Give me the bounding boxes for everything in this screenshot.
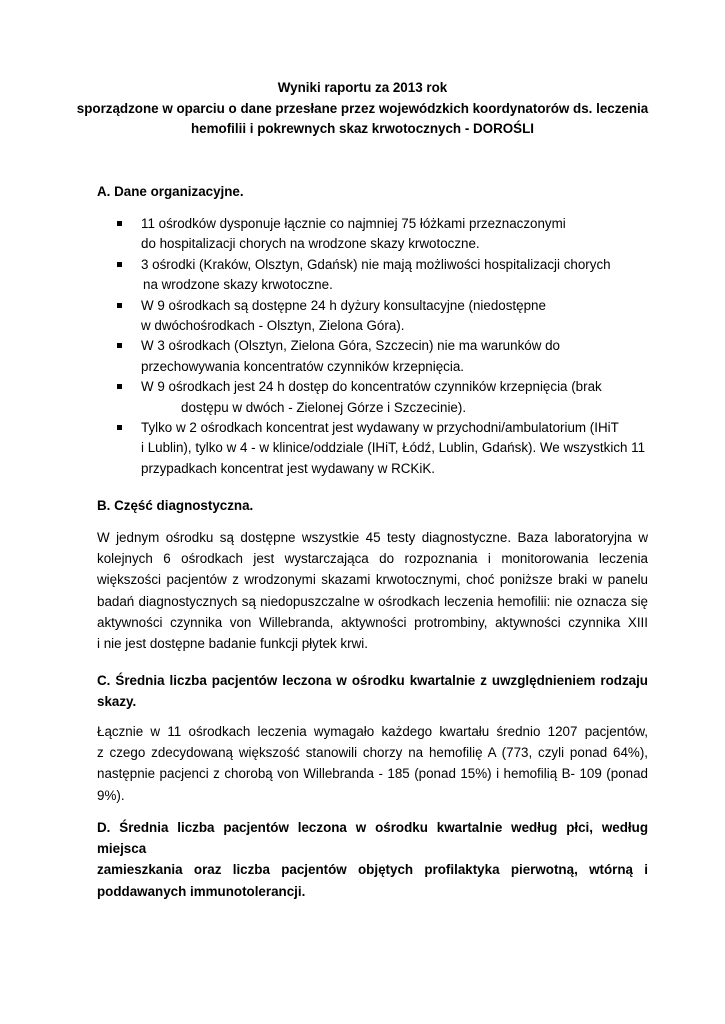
square-bullet-icon xyxy=(117,221,122,226)
section-a-bullet-list xyxy=(97,214,657,479)
bullet-line: na wrodzone skazy krwotoczne. xyxy=(143,277,333,293)
list-item xyxy=(97,377,657,418)
section-d-heading xyxy=(97,817,648,902)
bullet-line: przechowywania koncentratów czynników krzepnięcia. xyxy=(141,358,465,374)
bullet-line: przypadkach koncentrat jest wydawany w RCKiK. xyxy=(141,460,435,476)
square-bullet-icon xyxy=(117,262,122,267)
paragraph-line: następnie pacjenci z chorobą von Willebranda - 185 (ponad 15%) i hemofilią B- 109 (ponad xyxy=(97,766,648,782)
section-c-paragraph xyxy=(97,721,648,806)
paragraph-line: 9%). xyxy=(97,787,125,803)
paragraph-line: Łącznie w 11 ośrodkach leczenia wymagało każdego kwartału średnio 1207 pacjentów, xyxy=(97,724,648,739)
square-bullet-icon xyxy=(117,343,122,348)
paragraph-line: większości pacjentów z wrodzonymi skazami krwotocznymi, choć poniższe braki w panelu xyxy=(97,572,648,588)
heading-line: skazy. xyxy=(97,694,137,710)
list-item xyxy=(97,255,657,296)
heading-line: poddawanych immunotolerancji. xyxy=(97,883,306,899)
heading-line: zamieszkania oraz liczba pacjentów objętych profilaktyka pierwotną, wtórną i xyxy=(97,862,648,878)
bullet-line: 3 ośrodki (Kraków, Olsztyn, Gdańsk) nie mają możliwości hospitalizacji chorych xyxy=(141,256,611,272)
paragraph-line: badań diagnostycznych są niedopuszczalne w ośrodkach leczenia hemofilii: nie oznacza się xyxy=(97,593,648,609)
list-item xyxy=(97,214,657,255)
section-b-paragraph xyxy=(97,527,648,654)
bullet-line: dostępu w dwóch - Zielonej Górze i Szczecinie). xyxy=(181,399,467,415)
paragraph-line: kolejnych 6 ośrodkach jest wystarczająca do rozpoznania i monitorowania leczenia xyxy=(97,551,648,567)
section-a-heading: A. Dane organizacyjne. xyxy=(97,184,244,199)
paragraph-line: z czego zdecydowaną większość stanowili chorzy na hemofilię A (773, czyli ponad 64%), xyxy=(97,745,648,761)
title-line-1: Wyniki raportu za 2013 rok xyxy=(277,80,448,95)
bullet-line: W 9 ośrodkach jest 24 h dostęp do koncentratów czynników krzepnięcia (brak xyxy=(141,379,602,395)
heading-line: C. Średnia liczba pacjentów leczona w ośrodku kwartalnie z uwzględnieniem rodzaju xyxy=(97,673,648,688)
list-item xyxy=(97,336,657,377)
section-c-heading xyxy=(97,670,648,712)
paragraph-line: W jednym ośrodku są dostępne wszystkie 45 testy diagnostyczne. Baza laboratoryjna w xyxy=(97,530,648,545)
list-item xyxy=(97,418,657,479)
bullet-line: w dwóchośrodkach - Olsztyn, Zielona Góra). xyxy=(141,318,405,334)
title-line-3: hemofilii i pokrewnych skaz krwotocznych - DOROŚLI xyxy=(190,121,535,136)
bullet-line: do hospitalizacji chorych na wrodzone skazy krwotoczne. xyxy=(141,236,480,252)
square-bullet-icon xyxy=(117,303,122,308)
section-b-heading: B. Część diagnostyczna. xyxy=(97,498,254,513)
heading-line: D. Średnia liczba pacjentów leczona w ośrodku kwartalnie według płci, według miejsca xyxy=(97,820,648,857)
square-bullet-icon xyxy=(117,425,122,430)
report-title xyxy=(60,78,665,140)
paragraph-line: aktywności czynnika von Willebranda, aktywności protrombiny, aktywności czynnika XIII xyxy=(97,614,648,630)
paragraph-line: i nie jest dostępne badanie funkcji płytek krwi. xyxy=(97,636,368,652)
square-bullet-icon xyxy=(117,384,122,389)
bullet-line: i Lublin), tylko w 4 - w klinice/oddziale (IHiT, Łódź, Lublin, Gdańsk). We wszystkich 11 xyxy=(141,440,646,456)
bullet-line: W 9 ośrodkach są dostępne 24 h dyżury konsultacyjne (niedostępne xyxy=(141,297,546,313)
bullet-line: 11 ośrodków dysponuje łącznie co najmniej 75 łóżkami przeznaczonymi xyxy=(141,216,566,231)
bullet-line: Tylko w 2 ośrodkach koncentrat jest wydawany w przychodni/ambulatorium (IHiT xyxy=(141,420,619,436)
list-item xyxy=(97,296,657,337)
title-line-2: sporządzone w oparciu o dane przesłane przez wojewódzkich koordynatorów ds. leczenia xyxy=(76,100,649,116)
bullet-line: W 3 ośrodkach (Olsztyn, Zielona Góra, Szczecin) nie ma warunków do xyxy=(141,338,560,354)
